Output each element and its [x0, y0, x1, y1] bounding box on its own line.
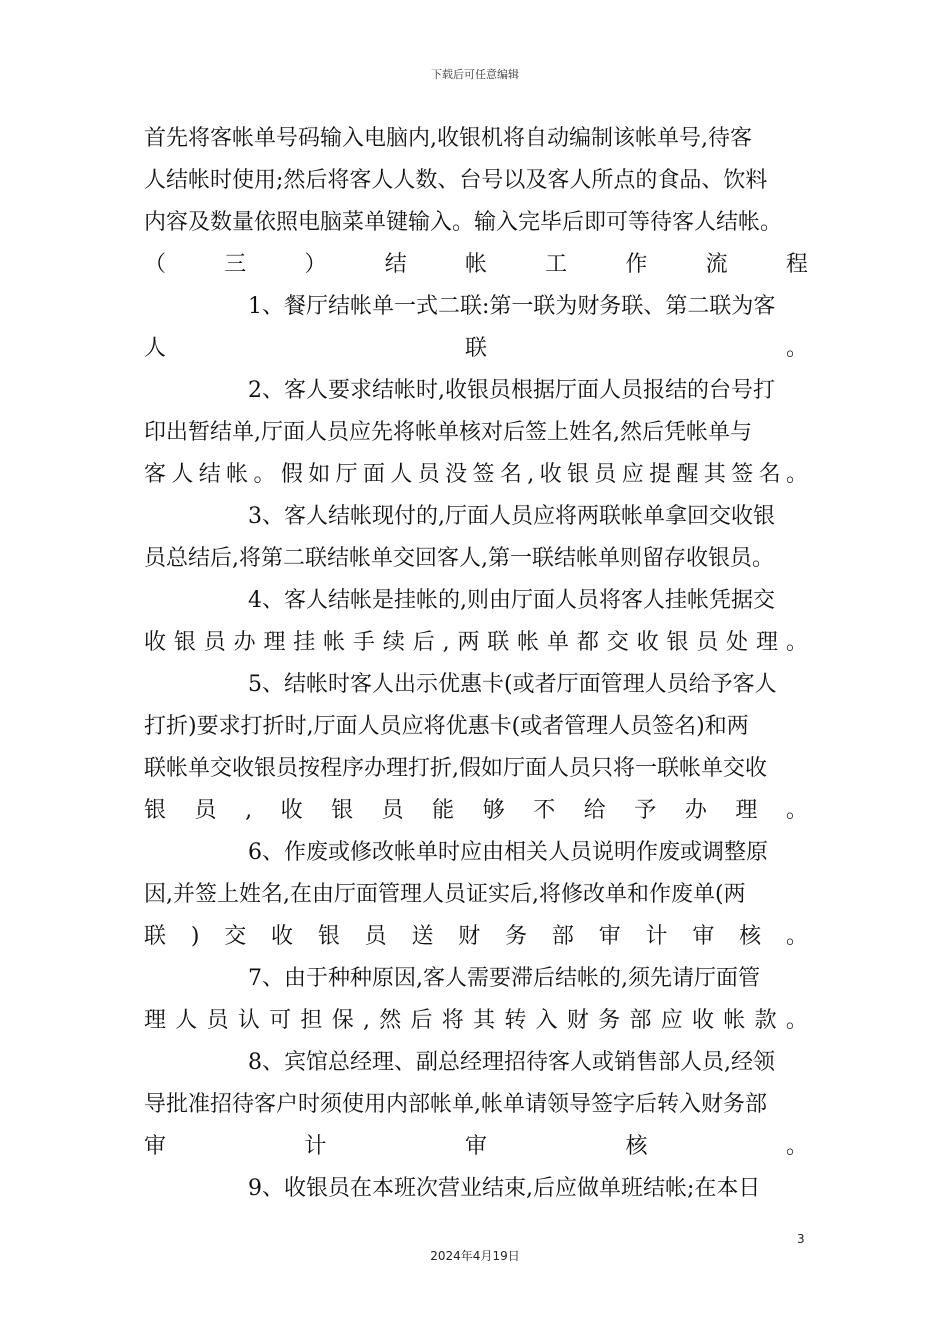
char: 其 [473, 1008, 496, 1033]
char: 程 [785, 252, 808, 277]
text-line: 2、客人要求结帐时,收银员根据厅面人员报结的台号打 [248, 378, 775, 403]
text-line: 6、作废或修改帐单时应由相关人员说明作废或调整原 [248, 840, 768, 865]
char: 部 [551, 924, 574, 949]
char: ） [304, 252, 327, 277]
char: 审 [692, 924, 715, 949]
text-line [144, 916, 808, 958]
char: 员 [206, 1008, 229, 1033]
char: 予 [634, 798, 657, 823]
char: 面 [363, 462, 386, 487]
char: 银 [666, 630, 689, 655]
char: 。 [785, 924, 808, 949]
char: 帐 [226, 462, 249, 487]
text-line: 导批准招待客户时须使用内部帐单,帐单请领导签字后转入财务部 [144, 1092, 767, 1117]
char: 。 [785, 336, 808, 361]
text-line: 人结帐时使用;然后将客人人数、台号以及客人所点的食品、饮料 [144, 168, 768, 193]
char: 银 [144, 798, 167, 823]
char: 收 [144, 630, 167, 655]
char: 假 [280, 462, 303, 487]
char: 如 [308, 462, 331, 487]
char: 提 [649, 462, 672, 487]
char: 员 [417, 462, 440, 487]
char: 人 [171, 462, 194, 487]
char: 其 [703, 462, 726, 487]
char: 员 [594, 462, 617, 487]
char: 认 [237, 1008, 260, 1033]
char: 银 [317, 924, 340, 949]
char: 部 [629, 1008, 652, 1033]
char: 然 [379, 1008, 402, 1033]
char: 。 [785, 1134, 808, 1159]
char: 。 [785, 798, 808, 823]
char: 联 [487, 630, 510, 655]
char: 联 [464, 336, 487, 361]
char: （ [144, 252, 167, 277]
char: 收 [271, 924, 294, 949]
char: 入 [535, 1008, 558, 1033]
text-line: 首先将客帐单号码输入电脑内,收银机将自动编制该帐单号,待客 [144, 126, 752, 151]
text-line: 员总结后,将第二联结帐单交回客人,第一联结帐单则留存收银员。 [144, 546, 774, 571]
char: 保 [331, 1008, 354, 1033]
char: , [442, 630, 450, 655]
char: , [527, 462, 535, 487]
char: 人 [175, 1008, 198, 1033]
page-number: 3 [797, 1232, 805, 1246]
char: 审 [144, 1134, 167, 1159]
text-line: 4、客人结帐是挂帐的,则由厅面人员将客人挂帐凭据交 [248, 588, 775, 613]
char: 审 [464, 1134, 487, 1159]
char: 帐 [517, 630, 540, 655]
char: 可 [269, 1008, 292, 1033]
text-line: 内容及数量依照电脑菜单键输入。输入完毕后即可等待客人结帐。 [144, 210, 783, 235]
char: 办 [684, 798, 707, 823]
char: 交 [606, 630, 629, 655]
char: 款 [754, 1008, 777, 1033]
char: 醒 [676, 462, 699, 487]
char: 单 [547, 630, 570, 655]
char: 计 [645, 924, 668, 949]
char: 理 [756, 630, 779, 655]
char: 收 [539, 462, 562, 487]
text-line: 7、由于种种原因,客人需要滞后结帐的,须先请厅面管 [248, 966, 760, 991]
char: 审 [598, 924, 621, 949]
char: , [362, 1008, 370, 1033]
text-line: 1、餐厅结帐单一式二联:第一联为财务联、第二联为客 [248, 294, 776, 319]
char: 担 [300, 1008, 323, 1033]
char: 续 [382, 630, 405, 655]
char: 银 [331, 798, 354, 823]
char: 够 [482, 798, 505, 823]
text-line [144, 1000, 808, 1042]
text-line: 8、宾馆总经理、副总经理招待客人或销售部人员,经领 [248, 1050, 775, 1075]
char: 。 [785, 1008, 808, 1033]
char: 送 [411, 924, 434, 949]
char: 结 [384, 252, 407, 277]
char: 交 [224, 924, 247, 949]
char: 帐 [723, 1008, 746, 1033]
char: 核 [739, 924, 762, 949]
char: 后 [412, 630, 435, 655]
char: 名 [758, 462, 781, 487]
char: 手 [353, 630, 376, 655]
char: 应 [621, 462, 644, 487]
char: 作 [625, 252, 648, 277]
document-body [144, 118, 808, 1210]
char: 银 [566, 462, 589, 487]
char: 处 [726, 630, 749, 655]
text-line: 5、结帐时客人出示优惠卡(或者厅面管理人员给予客人 [248, 672, 777, 697]
char: 收 [280, 798, 303, 823]
section-heading [144, 244, 808, 286]
char: 客 [144, 462, 167, 487]
text-line: 打折)要求打折时,厅面人员应将优惠卡(或者管理人员签名)和两 [144, 714, 749, 739]
text-line: 9、收银员在本班次营业结束,后应做单班结帐;在本日 [248, 1176, 761, 1201]
text-line [144, 790, 808, 832]
char: 人 [144, 336, 167, 361]
char: 核 [625, 1134, 648, 1159]
char: 挂 [293, 630, 316, 655]
text-line [144, 622, 808, 664]
char: 财 [458, 924, 481, 949]
char: 理 [144, 1008, 167, 1033]
char: 厅 [335, 462, 358, 487]
char: 工 [545, 252, 568, 277]
char: 结 [198, 462, 221, 487]
char: 签 [472, 462, 495, 487]
char: 。 [253, 462, 276, 487]
char: 都 [576, 630, 599, 655]
char: 名 [499, 462, 522, 487]
char: , [245, 798, 253, 823]
char: 联 [144, 924, 167, 949]
char: 将 [441, 1008, 464, 1033]
char: 理 [263, 630, 286, 655]
text-line: 因,并签上姓名,在由厅面管理人员证实后,将修改单和作废单(两 [144, 882, 746, 907]
char: 签 [731, 462, 754, 487]
char: 计 [304, 1134, 327, 1159]
text-line [144, 1126, 808, 1168]
char: 转 [504, 1008, 527, 1033]
char: 人 [390, 462, 413, 487]
page-footer-date: 2024年4月19日 [430, 1249, 520, 1263]
char: 理 [735, 798, 758, 823]
char: 员 [203, 630, 226, 655]
char: 收 [692, 1008, 715, 1033]
page-header: 下载后可任意编辑 [431, 68, 519, 81]
char: 帐 [323, 630, 346, 655]
char: 务 [598, 1008, 621, 1033]
char: 。 [785, 630, 808, 655]
char: 帐 [464, 252, 487, 277]
char: 收 [636, 630, 659, 655]
char: 应 [660, 1008, 683, 1033]
text-line: 联帐单交收银员按程序办理打折,假如厅面人员只将一联帐单交收 [144, 756, 767, 781]
char: 员 [696, 630, 719, 655]
char: 办 [233, 630, 256, 655]
char: 给 [583, 798, 606, 823]
text-line [144, 454, 808, 496]
char: 不 [533, 798, 556, 823]
char: 员 [194, 798, 217, 823]
text-line [144, 328, 808, 370]
char: 银 [173, 630, 196, 655]
char: 后 [410, 1008, 433, 1033]
char: 。 [785, 462, 808, 487]
char: 能 [432, 798, 455, 823]
char: 务 [505, 924, 528, 949]
char: 没 [445, 462, 468, 487]
char: ) [190, 924, 200, 949]
text-line: 3、客人结帐现付的,厅面人员应将两联帐单拿回交收银 [248, 504, 775, 529]
char: 两 [457, 630, 480, 655]
char: 三 [224, 252, 247, 277]
char: 员 [364, 924, 387, 949]
text-line: 印出暂结单,厅面人员应先将帐单核对后签上姓名,然后凭帐单与 [144, 420, 752, 445]
char: 财 [566, 1008, 589, 1033]
char: 流 [705, 252, 728, 277]
char: 员 [381, 798, 404, 823]
